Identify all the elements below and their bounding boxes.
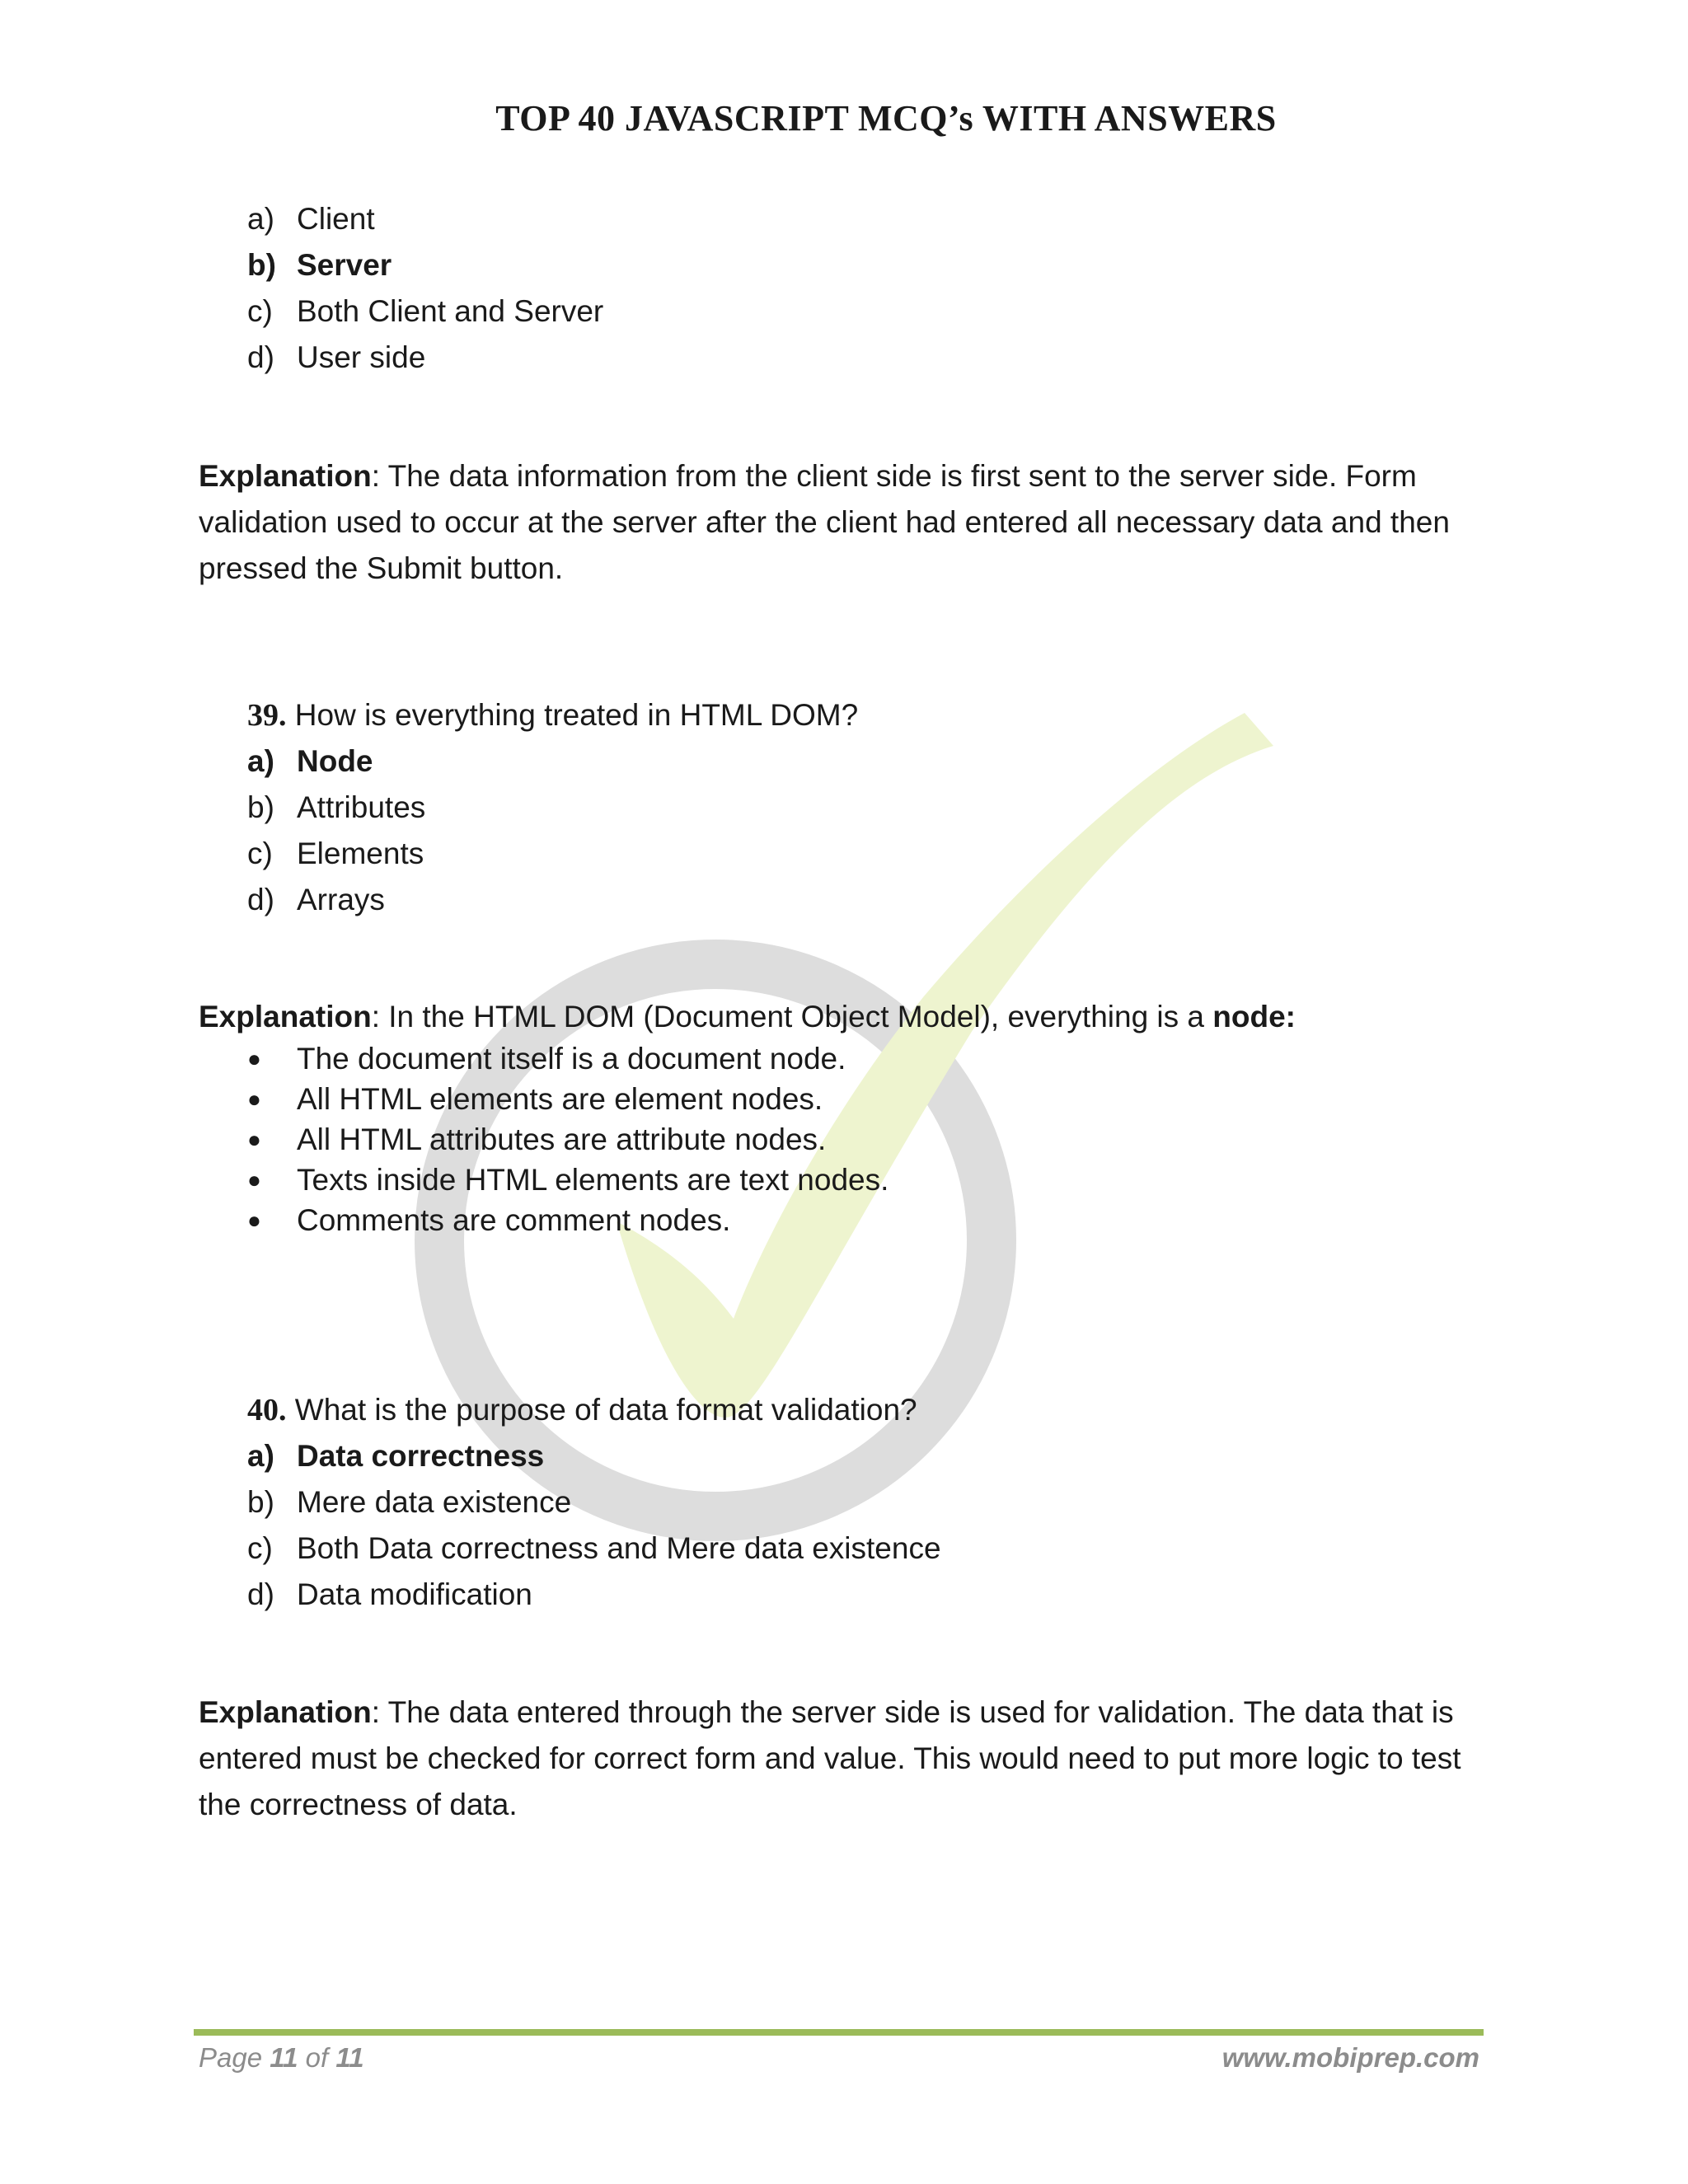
explanation-text: : In the HTML DOM (Document Object Model), everything is a: [371, 1000, 1213, 1033]
question-39-option-d: d) Arrays: [247, 883, 385, 916]
bullet-dot-icon: ●: [247, 1207, 261, 1233]
question-number: 39.: [247, 698, 287, 733]
question-38-option-a: a) Client: [247, 202, 375, 236]
bullet-item: ● Comments are comment nodes.: [247, 1200, 889, 1240]
explanation-text: : The data entered through the server side is used for validation. The data that is entered must be checked for correct form and value. This would need to put more logic to test the correctness of data.: [199, 1695, 1461, 1821]
question-text: How is everything treated in HTML DOM?: [286, 698, 859, 732]
question-40-option-d: d) Data modification: [247, 1577, 532, 1611]
question-40-option-a-correct: a) Data correctness: [247, 1439, 545, 1473]
question-number: 40.: [247, 1393, 287, 1427]
question-40-explanation: [199, 1690, 1484, 1828]
question-38-option-c: c) Both Client and Server: [247, 294, 604, 328]
footer-divider: [194, 2029, 1484, 2036]
question-38-option-d: d) User side: [247, 340, 426, 374]
bullet-dot-icon: ●: [247, 1086, 261, 1112]
explanation-label: Explanation: [199, 1695, 372, 1729]
bullet-item: ● Texts inside HTML elements are text nodes.: [247, 1160, 889, 1200]
question-38-option-b-correct: b) Server: [247, 248, 392, 282]
question-39-option-b: b) Attributes: [247, 790, 426, 824]
question-38-explanation: [199, 453, 1484, 592]
page-title: TOP 40 JAVASCRIPT MCQ’s WITH ANSWERS: [495, 98, 1277, 138]
explanation-label: Explanation: [199, 1000, 372, 1033]
question-39-option-a-correct: a) Node: [247, 744, 373, 778]
bullet-dot-icon: ●: [247, 1167, 261, 1193]
page-number: Page 11 of 11: [199, 2042, 364, 2073]
question-39-options: [247, 738, 425, 923]
bullet-item: ● The document itself is a document node.: [247, 1038, 889, 1079]
question-40-option-b: b) Mere data existence: [247, 1485, 572, 1519]
question-40-option-c: c) Both Data correctness and Mere data existence: [247, 1531, 941, 1565]
explanation-bold-term: node:: [1212, 1000, 1296, 1033]
bullet-dot-icon: ●: [247, 1127, 261, 1152]
question-39-explanation: [199, 994, 1484, 1040]
explanation-text: : The data information from the client side is first sent to the server side. Form validation used to occur at the server after the client had entered all necessary data and then pressed the Submit button.: [199, 459, 1450, 585]
bullet-item: ● All HTML attributes are attribute nodes.: [247, 1119, 889, 1160]
question-40-heading: [247, 1387, 917, 1433]
bullet-dot-icon: ●: [247, 1046, 261, 1071]
question-39-heading: [247, 692, 858, 738]
question-38-options: [247, 196, 603, 381]
explanation-label: Explanation: [199, 459, 372, 493]
question-39-option-c: c) Elements: [247, 837, 424, 870]
question-39-bullet-list: [247, 1038, 889, 1240]
question-text: What is the purpose of data format validation?: [286, 1393, 917, 1427]
question-40-options: [247, 1433, 941, 1618]
website-url: www.mobiprep.com: [1221, 2042, 1479, 2073]
bullet-item: ● All HTML elements are element nodes.: [247, 1079, 889, 1119]
